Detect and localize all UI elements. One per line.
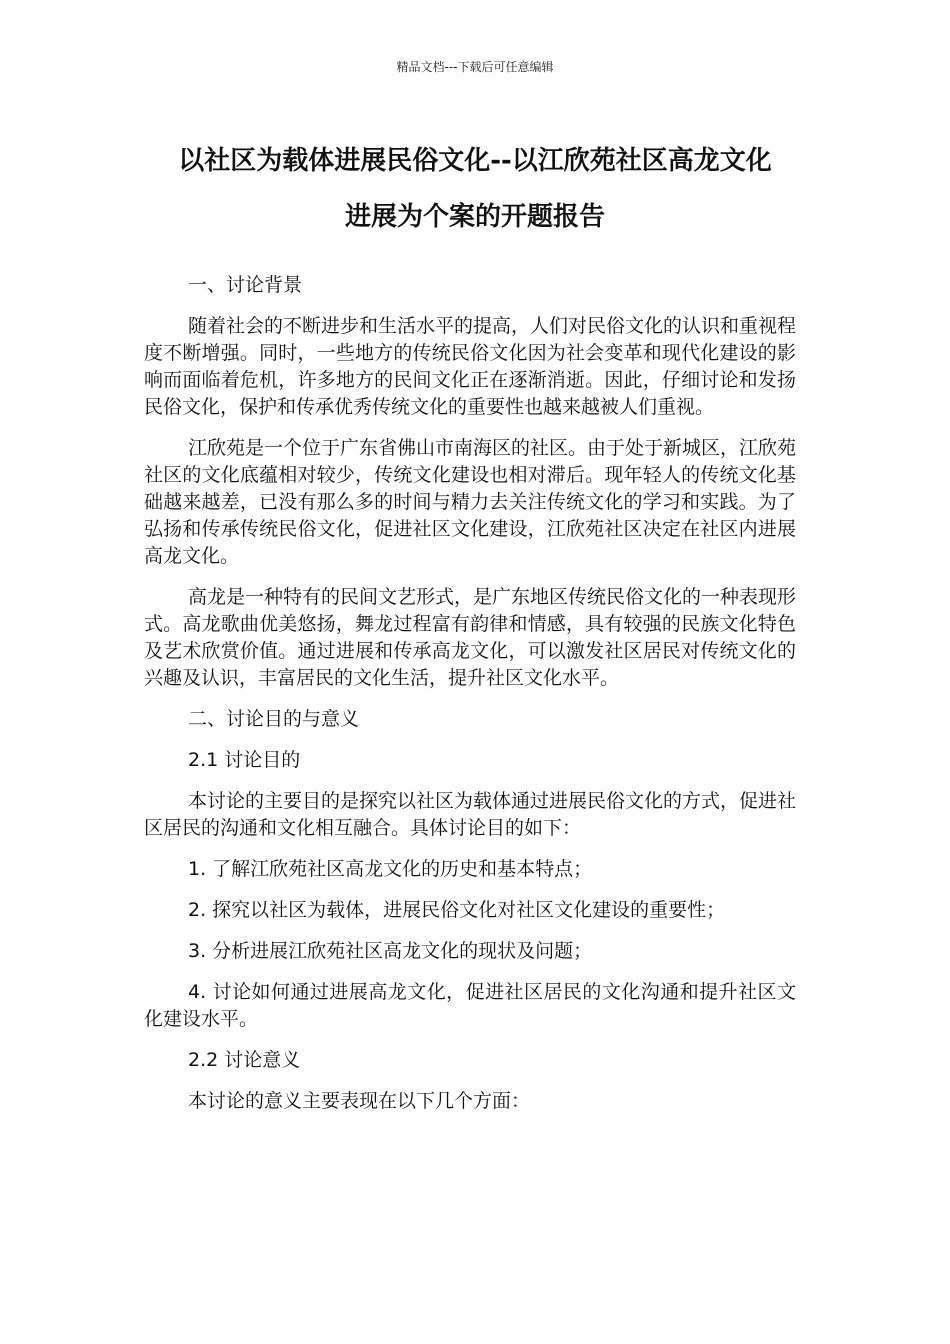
paragraph-background-3: 高龙是一种特有的民间文艺形式，是广东地区传统民俗文化的一种表现形式。高龙歌曲优美悠扬，舞龙过程富有韵律和情感，具有较强的民族文化特色及艺术欣赏价值。通过进展和传承高龙文化，可以激发社区居民对传统文化的兴趣及认识，丰富居民的文化生活，提升社区文化水平。 <box>144 586 797 689</box>
list-item-purpose-4: 4. 讨论如何通过进展高龙文化，促进社区居民的文化沟通和提升社区文化建设水平。 <box>144 981 796 1030</box>
subsection-heading-significance: 2.2 讨论意义 <box>188 1049 301 1071</box>
paragraph-purpose-intro: 本讨论的主要目的是探究以社区为载体通过进展民俗文化的方式，促进社区居民的沟通和文化相互融合。具体讨论目的如下： <box>144 790 797 839</box>
section-heading-purpose-significance: 二、讨论目的与意义 <box>188 708 360 730</box>
list-item-purpose-3: 3. 分析进展江欣苑社区高龙文化的现状及问题； <box>188 940 593 962</box>
paragraph-significance-intro: 本讨论的意义主要表现在以下几个方面： <box>188 1090 531 1112</box>
subsection-heading-purpose: 2.1 讨论目的 <box>188 749 301 771</box>
document-body <box>144 272 796 1129</box>
paragraph-background-1: 随着社会的不断进步和生活水平的提高，人们对民俗文化的认识和重视程度不断增强。同时，一些地方的传统民俗文化因为社会变革和现代化建设的影响而面临着危机，许多地方的民间文化正在逐渐消逝。因此，仔细讨论和发扬民俗文化，保护和传承优秀传统文化的重要性也越来越被人们重视。 <box>144 315 797 418</box>
document-title-line-1: 以社区为载体进展民俗文化--以江欣苑社区高龙文化 <box>178 146 772 176</box>
list-item-purpose-2: 2. 探究以社区为载体，进展民俗文化对社区文化建设的重要性； <box>188 899 726 921</box>
section-heading-background: 一、讨论背景 <box>188 274 303 296</box>
paragraph-background-2: 江欣苑是一个位于广东省佛山市南海区的社区。由于处于新城区，江欣苑社区的文化底蕴相对较少，传统文化建设也相对滞后。现年轻人的传统文化基础越来越差，已没有那么多的时间与精力去关注传统文化的学习和实践。为了弘扬和传承传统民俗文化，促进社区文化建设，江欣苑社区决定在社区内进展高龙文化。 <box>144 437 797 567</box>
document-title-line-2: 进展为个案的开题报告 <box>344 202 605 232</box>
page-header-note: 精品文档---下载后可任意编辑 <box>396 60 554 74</box>
list-item-purpose-1: 1. 了解江欣苑社区高龙文化的历史和基本特点； <box>188 858 593 880</box>
